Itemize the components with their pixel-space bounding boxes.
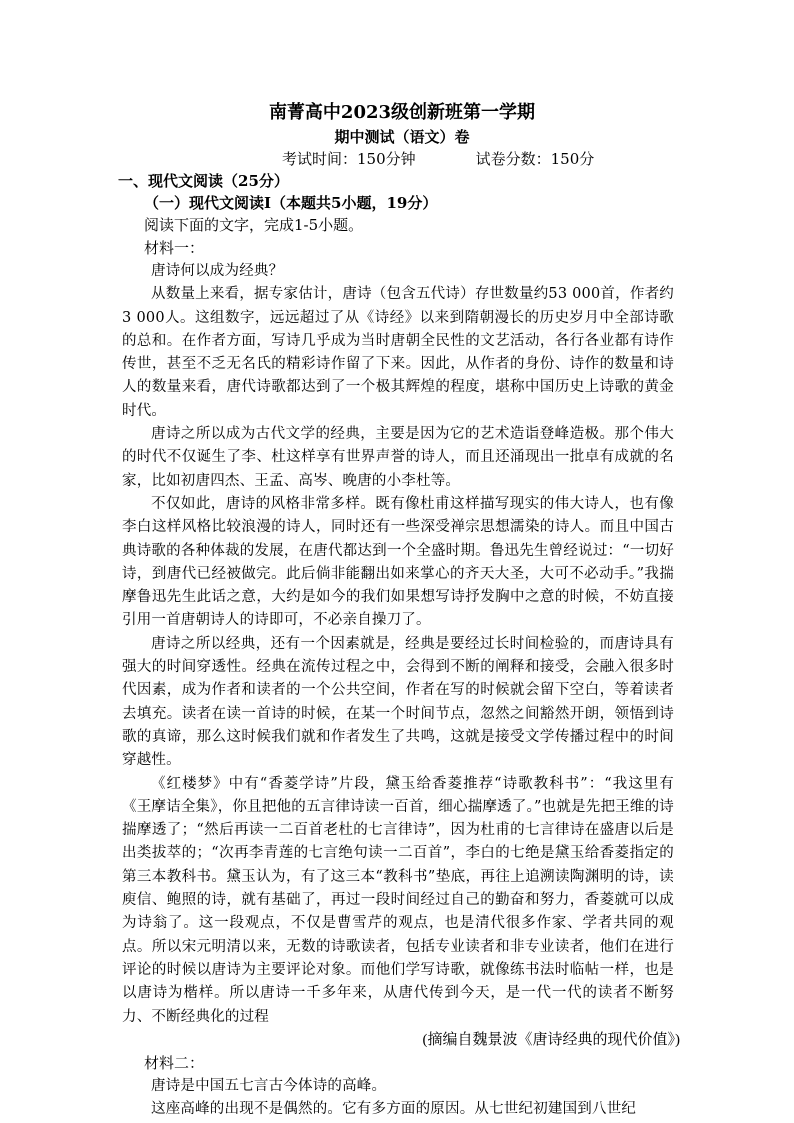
paragraph: 唐诗之所以成为古代文学的经典，主要是因为它的艺术造诣登峰造极。那个伟大的时代不仅诞生了李、杜这样享有世界声誉的诗人，而且还涌现出一批卓有成就的名家，比如初唐四杰、王孟、高岑、晚唐的小李杜等。 bbox=[122, 426, 674, 489]
material-two-label: 材料二： bbox=[144, 1053, 205, 1072]
paragraph: 《红楼梦》中有“香菱学诗”片段，黛玉给香菱推荐“诗歌教科书”：“我这里有《王摩诘全集》，你且把他的五言律诗读一百首，细心揣摩透了。”也就是先把王维的诗揣摩透了；“然后再读一二百首老杜的七言律诗”，因为杜甫的七言律诗在盛唐以后是出类拔萃的；“次再李青莲的七言绝句读一二百首”，李白的七绝是黛玉给香菱指定的第三本教科书。黛玉认为，有了这三本“教科书”垫底，再往上追溯读陶渊明的诗，读庾信、鲍照的诗，就有基础了，再过一段时间经过自己的勤奋和努力，香菱就可以成为诗翁了。这一段观点，不仅是曹雪芹的观点，也是清代很多作家、学者共同的观点。所以宋元明清以来，无数的诗歌读者，包括专业读者和非专业读者，他们在进行评论的时候以唐诗为主要评论对象。而他们学写诗歌，就像练书法时临帖一样，也是以唐诗为楷样。所以唐诗一千多年来，从唐代传到今天，是一代一代的读者不断努力、不断经典化的过程 bbox=[122, 775, 674, 1025]
reading-instruction: 阅读下面的文字，完成1-5小题。 bbox=[144, 216, 364, 234]
section-heading: 一、现代文阅读（25分） bbox=[118, 172, 289, 190]
paragraph: 从数量上来看，据专家估计，唐诗（包含五代诗）存世数量约53 000首，作者约3 000人。这组数字，远远超过了从《诗经》以来到隋朝漫长的历史岁月中全部诗歌的总和。在作者方面，写诗几乎成为当时唐朝全民性的文艺活动，各行各业都有诗作传世，甚至不乏无名氏的精彩诗作留了下来。因此，从作者的身份、诗作的数量和诗人的数量来看，唐代诗歌都达到了一个极其辉煌的程度，堪称中国历史上诗歌的黄金时代。 bbox=[122, 286, 674, 419]
exam-info bbox=[282, 148, 674, 170]
paragraph: 不仅如此，唐诗的风格非常多样。既有像杜甫这样描写现实的伟大诗人，也有像李白这样风格比较浪漫的诗人，同时还有一些深受禅宗思想濡染的诗人。而且中国古典诗歌的各种体裁的发展，在唐代都达到一个全盛时期。鲁迅先生曾经说过：“一切好诗，到唐代已经被做完。此后倘非能翻出如来掌心的齐天大圣，大可不必动手。”我揣摩鲁迅先生此话之意，大约是如今的我们如果想写诗抒发胸中之意的时候，不妨直接引用一首唐朝诗人的诗即可，不必亲自操刀了。 bbox=[122, 495, 674, 629]
paragraph: 唐诗是中国五七言古今体诗的高峰。 bbox=[151, 1077, 387, 1094]
source-citation: (摘编自魏景波《唐诗经典的现代价值》) bbox=[422, 1031, 680, 1048]
material-one-label: 材料一： bbox=[144, 239, 205, 257]
exam-time: 考试时间：150分钟 bbox=[282, 150, 416, 168]
paragraph: 唐诗之所以经典，还有一个因素就是，经典是要经过长时间检验的，而唐诗具有强大的时间穿透性。经典在流传过程之中，会得到不断的阐释和接受，会融入很多时代因素，成为作者和读者的一个公共空间，作者在写的时候就会留下空白，等着读者去填充。读者在读一首诗的时候，在某一个时间节点，忽然之间豁然开朗，领悟到诗歌的真谛，那么这时候我们就和作者发生了共鸣，这就是接受文学传播过程中的时间穿越性。 bbox=[122, 635, 674, 769]
exam-subtitle: 期中测试（语文）卷 bbox=[334, 128, 470, 146]
exam-title: 南菁高中2023级创新班第一学期 bbox=[268, 102, 536, 123]
subsection-heading: （一）现代文阅读Ⅰ（本题共5小题，19分） bbox=[144, 194, 438, 212]
paragraph: 唐诗何以成为经典？ bbox=[151, 263, 284, 279]
paragraph: 这座高峰的出现不是偶然的。它有多方面的原因。从七世纪初建国到八世纪 bbox=[151, 1101, 637, 1118]
total-score: 试卷分数：150分 bbox=[475, 150, 595, 168]
